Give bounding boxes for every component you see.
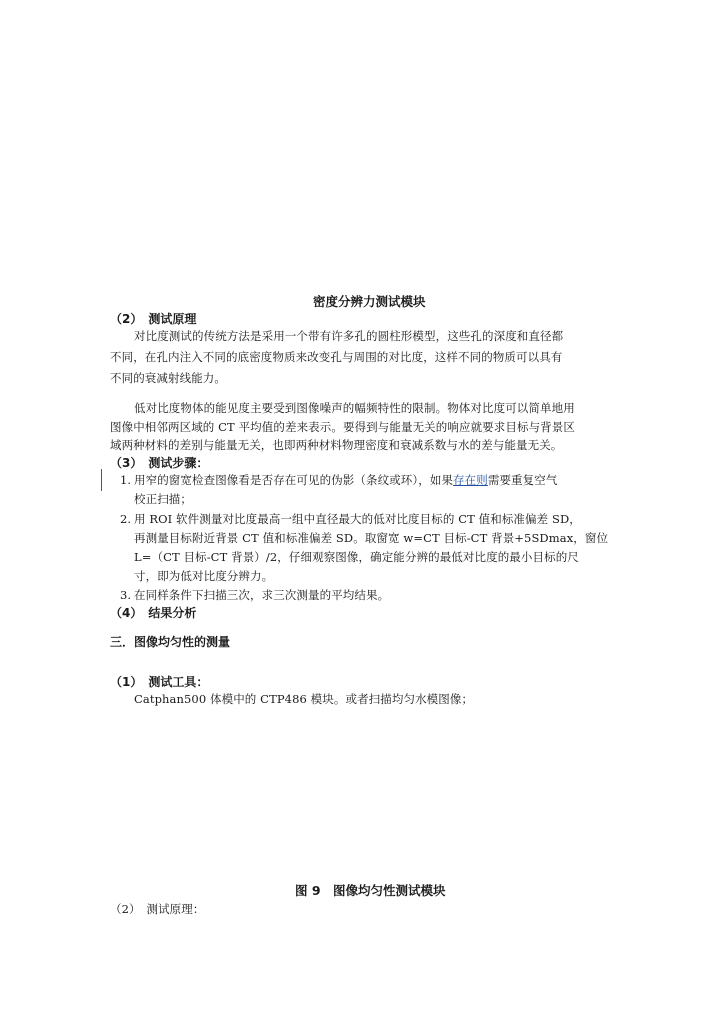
- figure-caption: 密度分辨力测试模块: [313, 294, 426, 309]
- list-text: 用 ROI 软件测量对比度最高一组中直径最大的低对比度目标的 CT 值和标准偏差 SD，: [134, 512, 581, 526]
- chapter-heading: 三．图像均匀性的测量: [110, 635, 231, 649]
- inline-link[interactable]: 存在则: [453, 473, 488, 487]
- section-heading-steps: （3） 测试步骤：: [110, 456, 209, 470]
- paragraph-line: 不同，在孔内注入不同的底密度物质来改变孔与周围的对比度，这样不同的物质可以具有: [110, 350, 563, 364]
- list-item-continuation: 再测量目标附近背景 CT 值和标准偏差 SD。取窗宽 w=CT 目标-CT 背景+5SDmax，窗位: [134, 531, 609, 545]
- paragraph-line: 域两种材料的差别与能量无关，也即两种材料物理密度和衰减系数与水的差与能量无关。: [110, 438, 563, 452]
- list-item-continuation: L=（CT 目标-CT 背景）/2，仔细观察图像，确定能分辨的最低对比度的最小目标的尺: [134, 550, 579, 564]
- figure-caption: 图 9 图像均匀性测试模块: [295, 883, 446, 898]
- list-text: 需要重复空气: [487, 473, 558, 487]
- list-text: 在同样条件下扫描三次，求三次测量的平均结果。: [134, 588, 390, 602]
- list-item: [120, 587, 389, 603]
- paragraph-line: 对比度测试的传统方法是采用一个带有许多孔的圆柱形模型，这些孔的深度和直径都: [134, 329, 564, 343]
- list-item: [120, 472, 557, 488]
- list-number: 3.: [120, 588, 132, 602]
- paragraph-line: 图像中相邻两区域的 CT 平均值的差来表示。要得到与能量无关的响应就要求目标与背景区: [110, 420, 575, 434]
- revision-bar: [101, 469, 102, 491]
- list-item: [120, 511, 581, 527]
- list-item-continuation: 校正扫描；: [134, 492, 192, 506]
- paragraph-line: 不同的衰减射线能力。: [110, 371, 226, 385]
- section-heading-principle: （2） 测试原理: [110, 312, 197, 326]
- paragraph-line: 低对比度物体的能见度主要受到图像噪声的幅频特性的限制。物体对比度可以简单地用: [134, 401, 575, 415]
- list-item-continuation: 寸，即为低对比度分辨力。: [134, 569, 274, 583]
- list-text: 用窄的窗宽检查图像看是否存在可见的伪影（条纹或环），如果: [134, 473, 454, 487]
- section-heading-principle: （2） 测试原理：: [110, 902, 205, 916]
- paragraph-line: Catphan500 体模中的 CTP486 模块。或者扫描均匀水模图像；: [134, 692, 474, 706]
- list-number: 1.: [120, 473, 132, 487]
- section-heading-results: （4） 结果分析: [110, 606, 197, 620]
- list-number: 2.: [120, 512, 132, 526]
- section-heading-tools: （1） 测试工具：: [110, 675, 209, 689]
